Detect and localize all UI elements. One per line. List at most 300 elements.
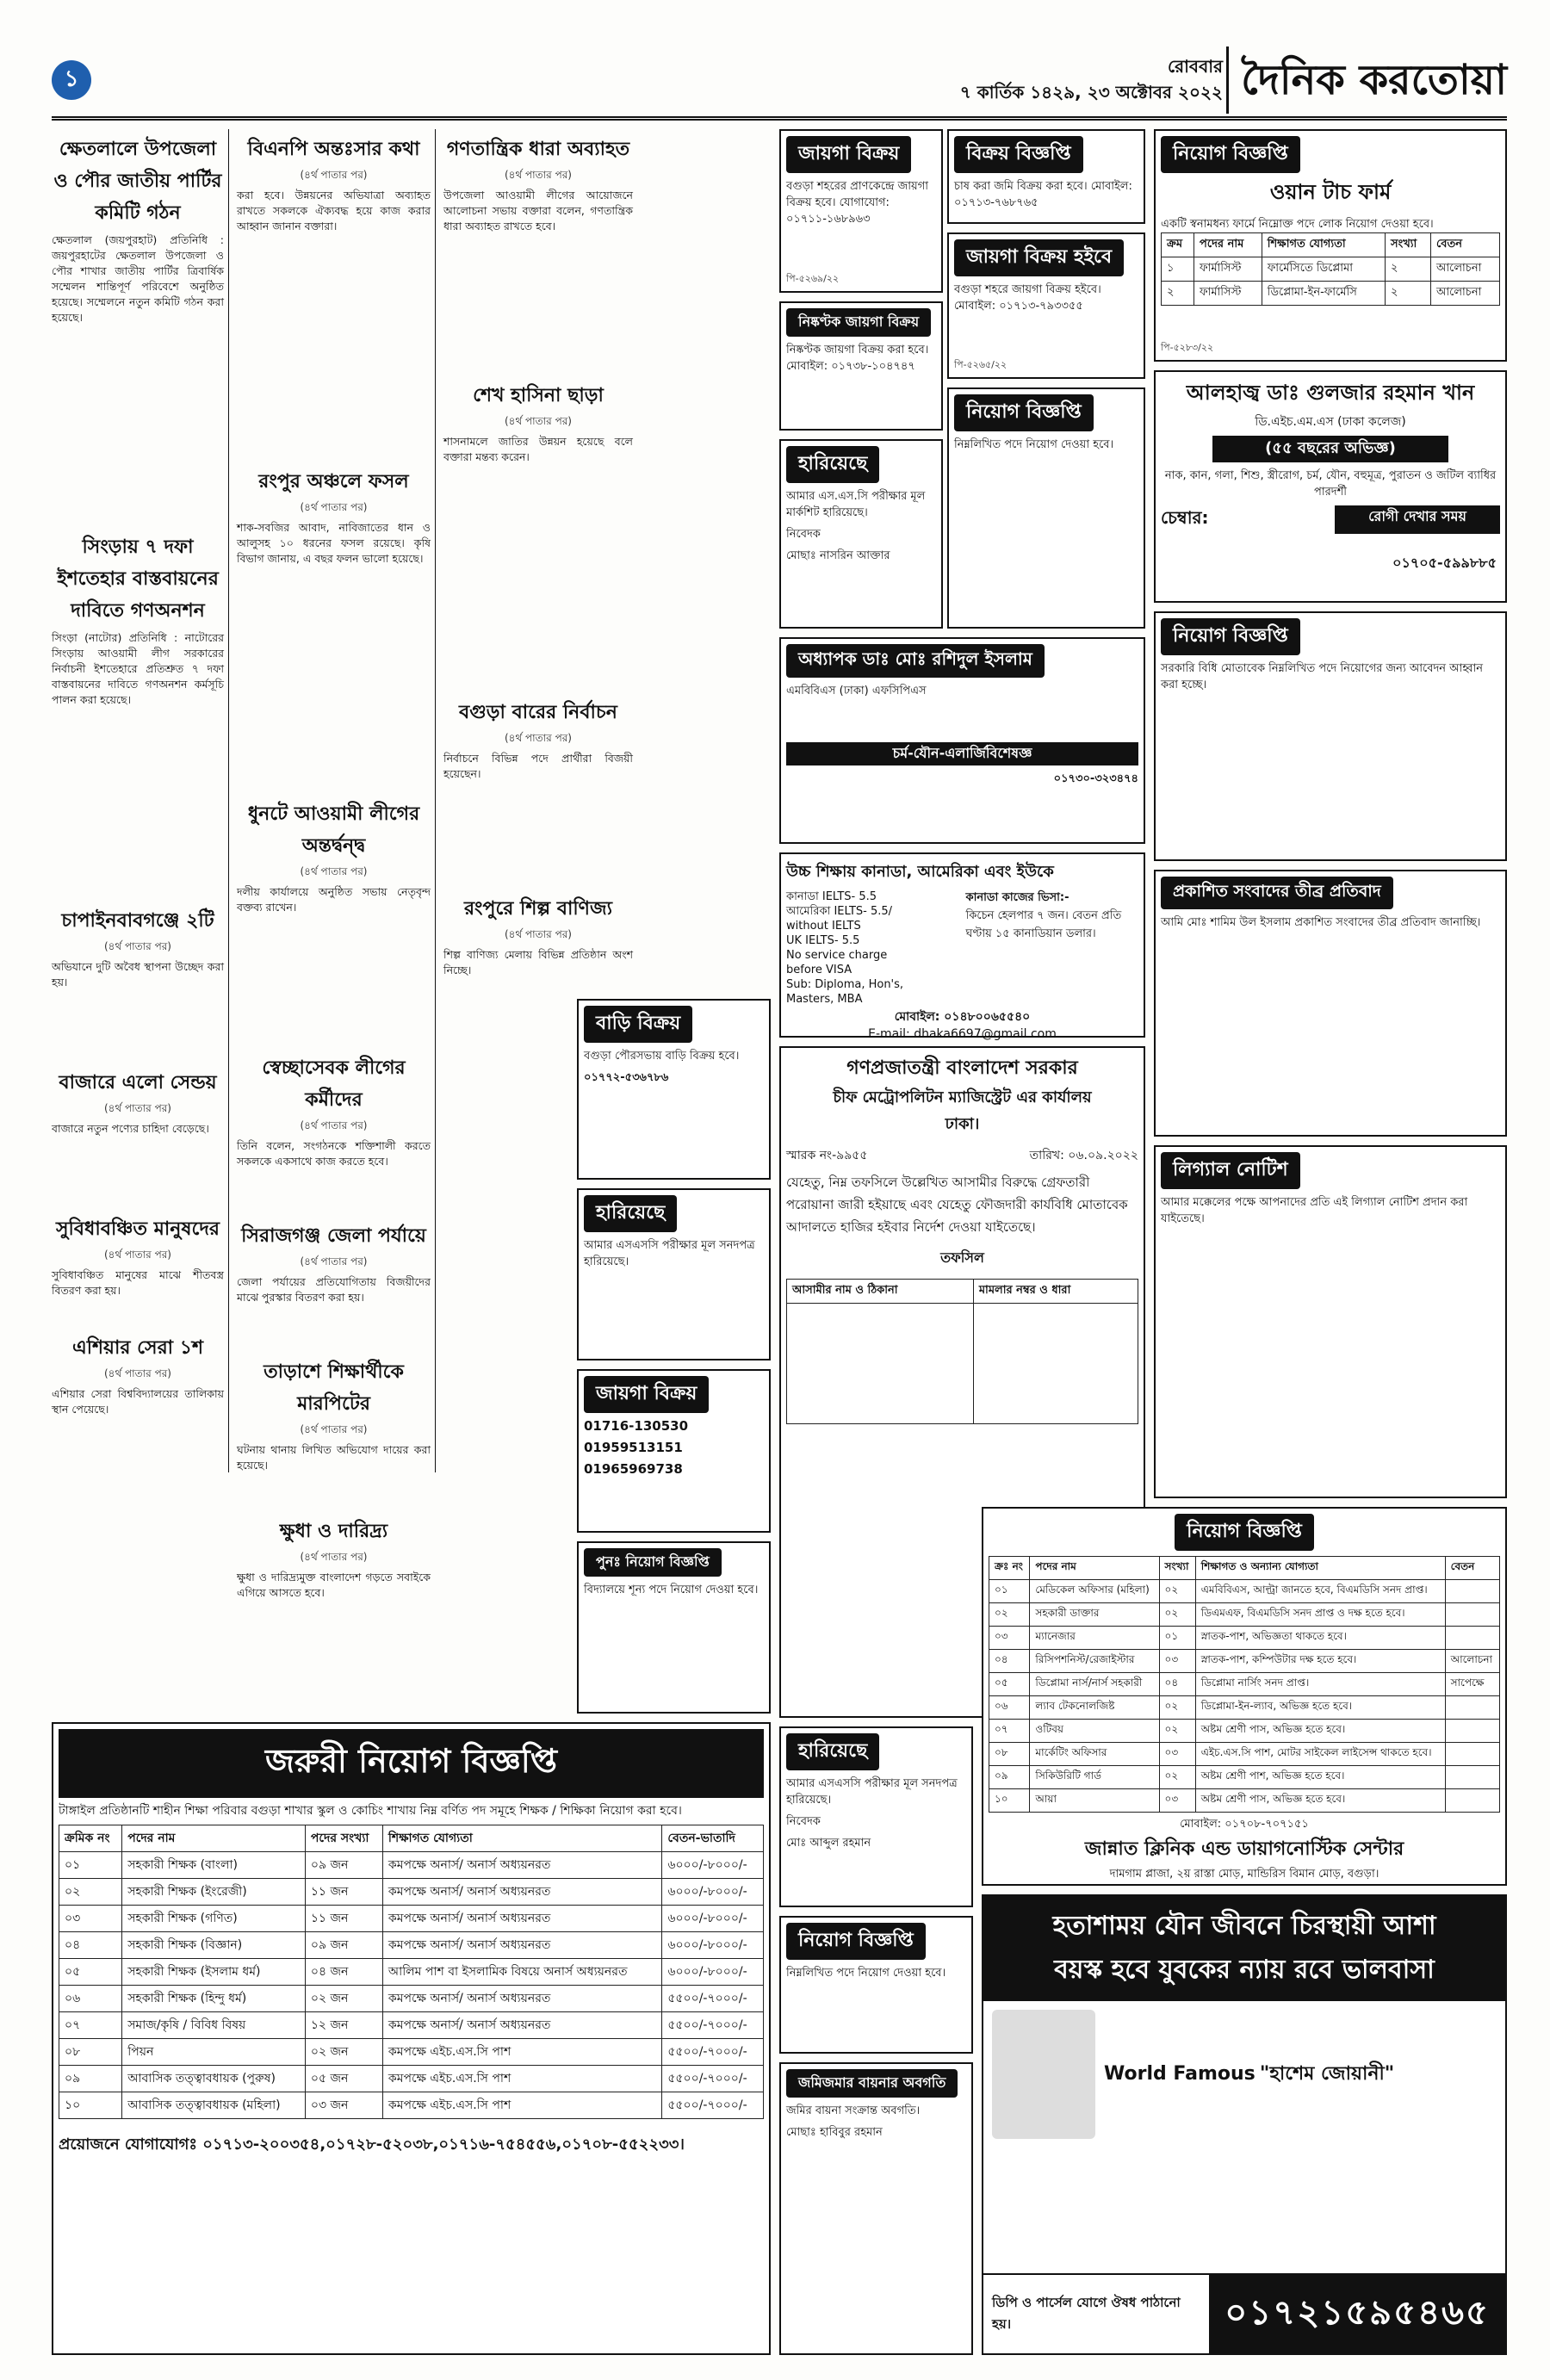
headline: সিরাজগঞ্জ জেলা পর্যায়ে: [241, 1224, 426, 1247]
ad-phone: 01716-130530: [584, 1418, 689, 1434]
ad-phone: ০১৭৭২-৫৩৬৭৮৬: [584, 1071, 669, 1084]
ad-health: [982, 1894, 1507, 2355]
table-cell: ০৩: [1159, 1789, 1195, 1813]
abroad-line: without IELTS: [786, 920, 861, 933]
ad-title: হারিয়েছে: [786, 1733, 879, 1770]
headline: রংপুর অঞ্চলে ফসল: [258, 470, 409, 493]
court-memo: স্মারক নং-৯৯৫৫: [786, 1149, 868, 1162]
ad-house-sale: [577, 999, 771, 1180]
person-photo: [992, 2010, 1095, 2139]
table-cell: ০১: [1159, 1627, 1195, 1650]
ad-job-hospital: [982, 1507, 1507, 1886]
headline: সুবিধাবঞ্চিত মানুষদের: [55, 1218, 220, 1240]
court-cell: [973, 1304, 1138, 1424]
table-cell: ৬০০০/-৮০০০/-: [662, 1879, 764, 1906]
table-header: সংখ্যা: [1159, 1557, 1195, 1580]
table-header: পদের সংখ্যা: [305, 1825, 382, 1852]
continuation-note: (৪র্থ পাতার পর): [103, 1102, 171, 1114]
table-header: ক্রমিক নং: [59, 1825, 122, 1852]
table-cell: ১: [1162, 257, 1194, 282]
table-row: [59, 2012, 764, 2039]
table-cell: [1445, 1766, 1499, 1789]
health-tag: ডিপি ও পার্সেল যোগে ঔষধ পাঠানো হয়।: [992, 2294, 1181, 2332]
column-rule: [228, 129, 229, 1472]
ad-body: সরকারি বিধি মোতাবেক নিম্নলিখিত পদে নিয়োগের জন্য আবেদন আহ্বান করা হচ্ছে।: [1161, 662, 1484, 691]
header-date: [960, 53, 1223, 105]
hospital-name: জান্নাত ক্লিনিক এন্ড ডায়াগনোস্টিক সেন্টার: [1084, 1838, 1404, 1860]
table-cell: অষ্টম শ্রেণী পাস, অভিজ্ঞ হতে হবে।: [1195, 1720, 1445, 1743]
news-column-3: [443, 129, 633, 990]
court-cell: [787, 1304, 974, 1424]
ad-title: নিয়োগ বিজ্ঞপ্তি: [954, 394, 1094, 431]
urgent-intro: টাঙ্গাইল প্রতিষ্ঠানটি শাহীন শিক্ষা পরিবার বগুড়া শাখার স্কুল ও কোচিং শাখায় নিম্ন বর্ণিত পদ সমূহে শিক্ষক / শিক্ষিকা নিয়োগ করা হবে।: [59, 1804, 682, 1818]
table-cell: মার্কেটিং অফিসার: [1030, 1743, 1159, 1766]
table-cell: [1445, 1627, 1499, 1650]
table-row: [59, 2066, 764, 2092]
ad-legal-notice: [1154, 1145, 1507, 1498]
article-body: শিল্প বাণিজ্য মেলায় বিভিন্ন প্রতিষ্ঠান অংশ নিচ্ছে।: [443, 948, 633, 976]
ad-urgent-job: [52, 1722, 771, 2355]
headline: ধুনটে আওয়ামী লীগের অন্তর্দ্বন্দ্ব: [247, 803, 420, 857]
table-cell: সহকারী শিক্ষক (ইসলাম ধর্ম): [122, 1959, 306, 1986]
table-row: [989, 1580, 1500, 1603]
table-cell: [1445, 1720, 1499, 1743]
ad-subtitle: ওয়ান টাচ ফার্ম: [1269, 180, 1392, 204]
continuation-note: (৪র্থ পাতার পর): [103, 1367, 171, 1379]
table-header: পদের নাম: [1030, 1557, 1159, 1580]
court-city: ঢাকা।: [945, 1115, 980, 1133]
table-cell: অষ্টম শ্রেণী পাস, অভিজ্ঞ হতে হবে।: [1195, 1789, 1445, 1813]
article-body: শাসনামলে জাতির উন্নয়ন হয়েছে বলে বক্তারা মন্তব্য করেন।: [443, 435, 633, 463]
table-cell: ০৮: [59, 2039, 122, 2066]
court-col: আসামীর নাম ও ঠিকানা: [787, 1280, 974, 1304]
table-row: [59, 1906, 764, 1932]
ad-job-one-touch: [1154, 129, 1507, 362]
ad-land-mortgage: [779, 2062, 973, 2355]
table-cell: আলোচনা: [1430, 282, 1499, 306]
table-cell: সহকারী শিক্ষক (হিন্দু ধর্ম): [122, 1986, 306, 2012]
ad-job-2: [947, 387, 1145, 629]
continuation-note: (৪র্থ পাতার পর): [300, 1423, 368, 1435]
table-row: [989, 1743, 1500, 1766]
chamber-label: চেম্বার:: [1161, 507, 1209, 528]
ad-body: আমার এস.এস.সি পরীক্ষার মূল মার্কশিট হারিয়েছে।: [786, 490, 926, 519]
article-body: করা হবে। উন্নয়নের অভিযাত্রা অব্যাহত রাখতে সকলকে ঐক্যবদ্ধ হয়ে কাজ করার আহ্বান জানান বক্তারা।: [237, 189, 431, 232]
urgent-title: জরুরী নিয়োগ বিজ্ঞপ্তি: [59, 1729, 764, 1798]
table-cell: ০৯ জন: [305, 1852, 382, 1879]
article-body: তিনি বলেন, সংগঠনকে শক্তিশালী করতে সকলকে একসাথে কাজ করতে হবে।: [237, 1139, 431, 1168]
article-body: শাক-সবজির আবাদ, নাবিজাতের ধান ও আলুসহ ১০ ধরনের ফসল রয়েছে। কৃষি বিভাগ জানায়, এ বছর ফলন ভালো হয়েছে।: [237, 521, 431, 565]
table-cell: ডিপ্লোমা-ইন-ল্যাব, অভিজ্ঞ হতে হবে।: [1195, 1696, 1445, 1720]
table-cell: ০২: [1159, 1766, 1195, 1789]
table-header: শিক্ষাগত ও অন্যান্য যোগ্যতা: [1195, 1557, 1445, 1580]
table-cell: ০৩ জন: [305, 2092, 382, 2119]
ad-body: নিম্নলিখিত পদে নিয়োগ দেওয়া হবে।: [786, 1967, 946, 1980]
court-schedule: তফসিল: [940, 1249, 984, 1266]
abroad-line: কানাডা IELTS- 5.5: [786, 890, 877, 903]
table-row: [989, 1673, 1500, 1696]
article-body: দলীয় কার্যালয়ে অনুষ্ঠিত সভায় নেতৃবৃন্দ বক্তব্য রাখেন।: [237, 885, 431, 914]
abroad-line: No service charge: [786, 949, 888, 962]
court-title: গণপ্রজাতন্ত্রী বাংলাদেশ সরকার: [846, 1057, 1078, 1079]
table-cell: স্নাতক-পাশ, কম্পিউটার দক্ষ হতে হবে।: [1195, 1650, 1445, 1673]
table-cell: ০৫ জন: [305, 2066, 382, 2092]
table-header: পদের নাম: [1194, 233, 1262, 257]
table-cell: ০২ জন: [305, 1986, 382, 2012]
article-body: জেলা পর্যায়ের প্রতিযোগিতায় বিজয়ীদের মাঝে পুরস্কার বিতরণ করা হয়।: [237, 1275, 431, 1304]
table-cell: ০২: [1159, 1580, 1195, 1603]
table-cell: ০২: [59, 1879, 122, 1906]
continuation-note: (৪র্থ পাতার পর): [504, 169, 572, 181]
ad-body: আমার মক্কেলের পক্ষে আপনাদের প্রতি এই লিগ্যাল নোটিশ প্রদান করা যাইতেছে।: [1161, 1196, 1468, 1225]
continuation-note: (৪র্থ পাতার পর): [300, 1551, 368, 1563]
ad-sale-notice: [947, 129, 1145, 224]
table-cell: [1445, 1743, 1499, 1766]
continuation-note: (৪র্থ পাতার পর): [300, 169, 368, 181]
table-cell: ০৬: [59, 1986, 122, 2012]
table-cell: ০৪ জন: [305, 1959, 382, 1986]
court-table: [786, 1279, 1138, 1424]
ad-title: প্রকাশিত সংবাদের তীব্র প্রতিবাদ: [1161, 877, 1393, 909]
table-cell: ০২ জন: [305, 2039, 382, 2066]
ad-title: নিষ্কণ্টক জায়গা বিক্রয়: [786, 308, 931, 337]
ad-lost-2: [577, 1188, 771, 1360]
ad-title: অধ্যাপক ডাঃ মোঃ রশিদুল ইসলাম: [786, 644, 1045, 678]
continuation-note: (৪র্থ পাতার পর): [300, 1255, 368, 1267]
table-row: [59, 1852, 764, 1879]
table-header: শিক্ষাগত যোগ্যতা: [382, 1825, 661, 1852]
table-cell: ৫৫০০/-৭০০০/-: [662, 2092, 764, 2119]
ad-title: জমিজমার বায়নার অবগতি: [786, 2069, 958, 2098]
table-cell: ২: [1162, 282, 1194, 306]
continuation-note: (৪র্থ পাতার পর): [504, 928, 572, 940]
ad-name: মোছাঃ হাবিবুর রহমান: [786, 2126, 883, 2139]
headline: ক্ষেতলালে উপজেলা ও পৌর জাতীয় পার্টির কমিটি গঠন: [53, 138, 222, 224]
table-cell: ০২: [989, 1603, 1030, 1627]
table-cell: আয়া: [1030, 1789, 1159, 1813]
table-cell: ০৪: [989, 1650, 1030, 1673]
table-cell: কমপক্ষে এইচ.এস.সি পাশ: [382, 2039, 661, 2066]
ad-land-sale: [779, 129, 943, 293]
headline: শেখ হাসিনা ছাড়া: [473, 384, 604, 406]
ad-prof-doctor: [779, 637, 1145, 844]
table-cell: ১২ জন: [305, 2012, 382, 2039]
ad-body: আমি মোঃ শামিম উল ইসলাম প্রকাশিত সংবাদের তীব্র প্রতিবাদ জানাচ্ছি।: [1161, 916, 1481, 929]
health-world: World Famous: [1104, 2062, 1256, 2085]
headline: তাড়াশে শিক্ষার্থীকে মারপিটের: [264, 1360, 404, 1415]
ad-title: লিগ্যাল নোটিশ: [1161, 1152, 1300, 1189]
abroad-line: UK IELTS- 5.5: [786, 934, 860, 947]
ad-title: জায়গা বিক্রয়: [786, 136, 911, 173]
continuation-note: (৪র্থ পাতার পর): [504, 732, 572, 744]
news-column-1: [52, 129, 224, 1472]
visa-body: কিচেন হেলপার ৭ জন। বেতন প্রতি ঘণ্টায় ১৫ কানাডিয়ান ডলার।: [965, 909, 1122, 940]
ad-code: পি-৫২৬৫/২২: [954, 359, 1008, 370]
table-header: বেতন-ভাতাদি: [662, 1825, 764, 1852]
table-row: [989, 1603, 1500, 1627]
table-cell: রিসিপশনিস্ট/রেজাইস্টার: [1030, 1650, 1159, 1673]
headline: ক্ষুধা ও দারিদ্র্য: [279, 1520, 388, 1542]
headline: স্বেচ্ছাসেবক লীগের কর্মীদের: [262, 1057, 406, 1111]
table-cell: স্নাতক-পাশ, অভিজ্ঞতা থাকতে হবে।: [1195, 1627, 1445, 1650]
table-row: [1162, 257, 1500, 282]
table-cell: ০৩: [1159, 1650, 1195, 1673]
ad-sign: নিবেদক: [786, 528, 821, 541]
table-cell: ০৬: [989, 1696, 1030, 1720]
table-row: [989, 1627, 1500, 1650]
doctor-phone: ০১৭৩০-৩২৩৪৭৪: [1053, 772, 1138, 785]
doctor-degree: ডি.এইচ.এম.এস (ঢাকা কলেজ): [1255, 415, 1406, 429]
table-cell: আলিম পাশ বা ইসলামিক বিষয়ে অনার্স অধ্যয়নরত: [382, 1959, 661, 1986]
ad-land-sale-3: [577, 1369, 771, 1533]
urgent-table: [59, 1825, 764, 2119]
ad-name: মোঃ আব্দুল রহমান: [786, 1837, 871, 1850]
time-label: রোগী দেখার সময়: [1335, 505, 1500, 534]
table-cell: [1445, 1696, 1499, 1720]
ad-body: জমির বায়না সংক্রান্ত অবগতি।: [786, 2104, 921, 2117]
ad-body: বগুড়া শহরে জায়গা বিক্রয় হইবে। মোবাইল: ০১৭১৩-৭৯৩৩৫৫: [954, 283, 1101, 313]
table-header: সংখ্যা: [1386, 233, 1431, 257]
table-cell: ০৯: [59, 2066, 122, 2092]
ad-title: বাড়ি বিক্রয়: [584, 1006, 692, 1043]
table-row: [1162, 282, 1500, 306]
table-cell: ১১ জন: [305, 1906, 382, 1932]
ad-code: পি-৫২৮৩/২২: [1161, 342, 1214, 353]
ad-name: মোছাঃ নাসরিন আক্তার: [786, 549, 890, 562]
ad-body: আমার এসএসসি পরীক্ষার মূল সনদপত্র হারিয়েছে।: [786, 1777, 958, 1807]
table-cell: [1445, 1580, 1499, 1603]
article-body: সুবিধাবঞ্চিত মানুষের মাঝে শীতবস্ত্র বিতরণ করা হয়।: [52, 1268, 224, 1297]
ad-protest: [1154, 870, 1507, 1137]
health-brand: "হাশেম জোয়ানী": [1259, 2062, 1395, 2085]
continuation-note: (৪র্থ পাতার পর): [300, 501, 368, 513]
hospital-table: [989, 1556, 1500, 1813]
table-cell: ফার্মেসিতে ডিপ্লোমা: [1262, 257, 1385, 282]
ad-phone: 01965969738: [584, 1461, 683, 1477]
ad-title: বিক্রয় বিজ্ঞপ্তি: [954, 136, 1083, 173]
court-col: মামলার নম্বর ও ধারা: [973, 1280, 1138, 1304]
table-row: [989, 1766, 1500, 1789]
article-body: এশিয়ার সেরা বিশ্ববিদ্যালয়ের তালিকায় স্থান পেয়েছে।: [52, 1387, 224, 1416]
court-subtitle: চীফ মেট্রোপলিটন ম্যাজিস্ট্রেট এর কার্যালয়: [833, 1088, 1092, 1106]
table-cell: ০৫: [59, 1959, 122, 1986]
ad-body: চাষ করা জমি বিক্রয় করা হবে। মোবাইল: ০১৭১৩-৭৬৮৭৬৫: [954, 180, 1132, 209]
table-cell: ০২: [1159, 1696, 1195, 1720]
ad-body: নিম্নলিখিত পদে নিয়োগ দেওয়া হবে।: [954, 438, 1114, 451]
table-cell: ১০: [989, 1789, 1030, 1813]
table-cell: কমপক্ষে অনার্স/ অনার্স অধ্যয়নরত: [382, 1986, 661, 2012]
abroad-phone: মোবাইল: ০১৪৮০০৬৫৫৪০: [894, 1010, 1031, 1024]
table-cell: আলোচনা: [1430, 257, 1499, 282]
ad-body: নিষ্কণ্টক জায়গা বিক্রয় করা হবে। মোবাইল: ০১৭৩৮-১০৪৭৪৭: [786, 344, 929, 373]
column-rule: [435, 129, 436, 1472]
table-cell: কমপক্ষে অনার্স/ অনার্স অধ্যয়নরত: [382, 1879, 661, 1906]
article-body: অভিযানে দুটি অবৈধ স্থাপনা উচ্ছেদ করা হয়।: [52, 960, 224, 989]
table-cell: ৬০০০/-৮০০০/-: [662, 1932, 764, 1959]
ad-quiet-land: [779, 301, 943, 431]
visa-title: কানাডা কাজের ভিসা:-: [965, 891, 1070, 904]
abroad-line: before VISA: [786, 964, 852, 976]
article-body: ক্ষুধা ও দারিদ্র্যমুক্ত বাংলাদেশ গড়তে সবাইকে এগিয়ে আসতে হবে।: [237, 1571, 431, 1599]
ad-sign: নিবেদক: [786, 1815, 821, 1828]
health-phone: ০১৭২১৫৯৫৪৬৫: [1209, 2275, 1505, 2353]
table-cell: এইচ.এস.সি পাশ, মোটর সাইকেল লাইসেন্স থাকতে হবে।: [1195, 1743, 1445, 1766]
table-cell: ডিএমএফ, বিএমডিসি সনদ প্রাপ্ত ও দক্ষ হতে হবে।: [1195, 1603, 1445, 1627]
table-cell: ০৮: [989, 1743, 1030, 1766]
ad-title: পুনঃ নিয়োগ বিজ্ঞপ্তি: [584, 1548, 722, 1577]
table-row: [989, 1650, 1500, 1673]
table-cell: সহকারী শিক্ষক (ইংরেজী): [122, 1879, 306, 1906]
article-body: বাজারে নতুন পণ্যের চাহিদা বেড়েছে।: [52, 1122, 209, 1135]
table-row: [59, 1932, 764, 1959]
table-cell: ৫৫০০/-৭০০০/-: [662, 2066, 764, 2092]
table-cell: ২: [1386, 257, 1431, 282]
ad-title: জায়গা বিক্রয় হইবে: [954, 239, 1124, 276]
ad-phone: 01959513151: [584, 1440, 683, 1455]
table-cell: ০১: [989, 1580, 1030, 1603]
ad-title: নিয়োগ বিজ্ঞপ্তি: [1161, 618, 1300, 655]
table-cell: ডিপ্লোমা নার্স/নার্স সহকারী: [1030, 1673, 1159, 1696]
table-cell: ম্যানেজার: [1030, 1627, 1159, 1650]
table-cell: সহকারী শিক্ষক (বিজ্ঞান): [122, 1932, 306, 1959]
article-body: ক্ষেতলাল (জয়পুরহাট) প্রতিনিধি : জয়পুরহাটের ক্ষেতলাল উপজেলা ও পৌর শাখার জাতীয় পার্টির ত্রিবার্ষিক সম্মেলন শান্তিপূর্ণ পরিবেশে অনুষ্ঠিত হয়েছে। সম্মেলনে নতুন কমিটি গঠন করা হয়েছে।: [52, 233, 224, 324]
table-header: ক্রম: [1162, 233, 1194, 257]
table-cell: ৫৫০০/-৭০০০/-: [662, 2039, 764, 2066]
table-header: বেতন: [1445, 1557, 1499, 1580]
headline: এশিয়ার সেরা ১শ: [71, 1336, 204, 1359]
table-cell: কমপক্ষে অনার্স/ অনার্স অধ্যয়নরত: [382, 1932, 661, 1959]
news-column-2: [237, 129, 431, 1599]
continuation-note: (৪র্থ পাতার পর): [504, 415, 572, 427]
table-cell: ০৩: [59, 1906, 122, 1932]
table-cell: কমপক্ষে অনার্স/ অনার্স অধ্যয়নরত: [382, 1852, 661, 1879]
headline: গণতান্ত্রিক ধারা অব্যাহত: [446, 138, 630, 160]
ad-body: একটি স্বনামধন্য ফার্মে নিম্নোক্ত পদে লোক নিয়োগ দেওয়া হবে।: [1161, 218, 1434, 231]
headline: বগুড়া বারের নির্বাচন: [459, 701, 617, 723]
table-cell: কমপক্ষে এইচ.এস.সি পাশ: [382, 2066, 661, 2092]
ad-body: আমার এসএসসি পরীক্ষার মূল সনদপত্র হারিয়েছে।: [584, 1239, 755, 1268]
ad-title: নিয়োগ বিজ্ঞপ্তি: [1175, 1514, 1314, 1551]
table-cell: ০১: [59, 1852, 122, 1879]
abroad-line: Sub: Diploma, Hon's,: [786, 978, 904, 991]
table-cell: ০২: [1159, 1603, 1195, 1627]
table-header: শিক্ষাগত যোগ্যতা: [1262, 233, 1385, 257]
table-row: [59, 1879, 764, 1906]
doctor-experience: (৫৫ বছরের অভিজ্ঞ): [1212, 436, 1448, 462]
table-cell: মেডিকেল অফিসার (মহিলা): [1030, 1580, 1159, 1603]
article-body: সিংড়া (নাটোর) প্রতিনিধি : নাটোরের সিংড়ায় আওয়ামী লীগ সরকারের নির্বাচনী ইশতেহারে প্রতিশ্রুত ৭ দফা বাস্তবায়নের দাবিতে গণঅনশন কর্মসূচি পালন করা হয়েছে।: [52, 631, 224, 706]
table-cell: ০৯ জন: [305, 1932, 382, 1959]
doctor-name: আলহাজ্ব ডাঃ গুলজার রহমান খান: [1186, 381, 1475, 405]
table-cell: এমবিবিএস, আল্ট্রা জানতে হবে, বিএমডিসি সনদ প্রাপ্ত।: [1195, 1580, 1445, 1603]
table-cell: ডিপ্লোমা-ইন-ফার্মেসি: [1262, 282, 1385, 306]
headline: রংপুরে শিল্প বাণিজ্য: [463, 897, 613, 920]
one-touch-table: [1161, 232, 1500, 306]
table-cell: সাপেক্ষে: [1445, 1673, 1499, 1696]
table-cell: সমাজ/কৃষি / বিবিধ বিষয়: [122, 2012, 306, 2039]
doctor-phone: ০১৭০৫-৫৯৯৮৮৫: [1392, 555, 1497, 571]
table-row: [59, 2092, 764, 2119]
table-cell: সহকারী শিক্ষক (গণিত): [122, 1906, 306, 1932]
headline: চাপাইনবাবগঞ্জে ২টি: [61, 909, 214, 932]
table-cell: ০৭: [989, 1720, 1030, 1743]
table-cell: ০৭: [59, 2012, 122, 2039]
table-cell: ০৩: [989, 1627, 1030, 1650]
table-cell: ডিপ্লোমা নার্সিং সনদ প্রাপ্ত।: [1195, 1673, 1445, 1696]
article-body: নির্বাচনে বিভিন্ন পদে প্রার্থীরা বিজয়ী হয়েছেন।: [443, 752, 633, 780]
table-cell: ৬০০০/-৮০০০/-: [662, 1906, 764, 1932]
doctor-disease: চর্ম-যৌন-এলার্জিবিশেষজ্ঞ: [786, 742, 1138, 765]
headline: সিংড়ায় ৭ দফা ইশতেহার বাস্তবায়নের দাবিতে গণঅনশন: [57, 536, 219, 622]
table-header: বেতন: [1430, 233, 1499, 257]
table-row: [989, 1789, 1500, 1813]
hospital-address: দামগাম প্লাজা, ২য় রাস্তা মোড়, মান্ডিরিস বিমান মোড়, বগুড়া।: [1109, 1868, 1380, 1881]
table-cell: ১০: [59, 2092, 122, 2119]
table-cell: ২: [1386, 282, 1431, 306]
ad-title: হারিয়েছে: [786, 446, 879, 483]
masthead-logo: দৈনিক করতোয়া: [1226, 46, 1507, 114]
health-title: হতাশাময় যৌন জীবনে চিরস্থায়ী আশা: [1052, 1911, 1436, 1941]
article-body: উপজেলা আওয়ামী লীগের আয়োজনে আলোচনা সভায় বক্তারা বলেন, গণতান্ত্রিক ধারা অব্যাহত রাখতে হবে।: [443, 189, 633, 232]
table-row: [59, 1959, 764, 1986]
ad-title: নিয়োগ বিজ্ঞপ্তি: [1161, 136, 1300, 173]
table-row: [59, 1986, 764, 2012]
table-cell: ল্যাব টেকনোলজিষ্ট: [1030, 1696, 1159, 1720]
table-cell: পিয়ন: [122, 2039, 306, 2066]
table-cell: ০২: [1159, 1720, 1195, 1743]
table-cell: কমপক্ষে অনার্স/ অনার্স অধ্যয়নরত: [382, 1906, 661, 1932]
ad-abroad: [779, 852, 1145, 1041]
page-number-badge: ১: [52, 60, 91, 100]
ad-lost: [779, 439, 943, 629]
ad-job-3: [779, 1916, 973, 2054]
continuation-note: (৪র্থ পাতার পর): [103, 1249, 171, 1261]
hospital-phone: মোবাইল: ০১৭০৮-৭০৭১৫১: [1180, 1818, 1309, 1831]
table-cell: [1445, 1789, 1499, 1813]
table-header: ক্রঃ নং: [989, 1557, 1030, 1580]
page-header: [52, 43, 1507, 121]
table-cell: ০৪: [1159, 1673, 1195, 1696]
table-cell: সিকিউরিটি গার্ড: [1030, 1766, 1159, 1789]
table-cell: ০৪: [59, 1932, 122, 1959]
abroad-line: আমেরিকা IELTS- 5.5/: [786, 905, 893, 918]
continuation-note: (৪র্থ পাতার পর): [103, 940, 171, 952]
ad-body: বগুড়া পৌরসভায় বাড়ি বিক্রয় হবে।: [584, 1050, 740, 1063]
table-cell: ফার্মাসিস্ট: [1194, 282, 1262, 306]
abroad-email: E-mail: dhaka6697@gmail.com: [868, 1027, 1057, 1041]
table-cell: ০৫: [989, 1673, 1030, 1696]
table-cell: ০৯: [989, 1766, 1030, 1789]
continuation-note: (৪র্থ পাতার পর): [300, 865, 368, 877]
ad-title: উচ্চ শিক্ষায় কানাডা, আমেরিকা এবং ইউকে: [786, 863, 1054, 881]
table-cell: ৬০০০/-৮০০০/-: [662, 1959, 764, 1986]
doctor-body: নাক, কান, গলা, শিশু, স্ত্রীরোগ, চর্ম, যৌন, বহুমূত্র, পুরাতন ও জটিল ব্যাধির পারদর্শী: [1164, 469, 1497, 499]
court-body: যেহেতু, নিম্ন তফসিলে উল্লেখিত আসামীর বিরুদ্ধে গ্রেফতারী পরোয়ানা জারী হইয়াছে এবং যেহেতু ফৌজদারী কার্যবিধি মোতাবেক আদালতে হাজির হইবার নির্দেশ দেওয়া যাইতেছে।: [786, 1175, 1128, 1235]
table-cell: ৬০০০/-৮০০০/-: [662, 1852, 764, 1879]
table-cell: অষ্টম শ্রেণী পাশ, অভিজ্ঞ হতে হবে।: [1195, 1766, 1445, 1789]
header-date-text: ৭ কার্তিক ১৪২৯, ২৩ অক্টোবর ২০২২: [959, 82, 1223, 102]
table-row: [989, 1720, 1500, 1743]
ad-title: নিয়োগ বিজ্ঞপ্তি: [786, 1923, 926, 1960]
headline: বিএনপি অন্তঃসার কথা: [247, 138, 420, 160]
table-row: [989, 1696, 1500, 1720]
article-body: ঘটনায় থানায় লিখিত অভিযোগ দায়ের করা হয়েছে।: [237, 1443, 431, 1472]
continuation-note: (৪র্থ পাতার পর): [300, 1119, 368, 1131]
ad-title: জায়গা বিক্রয়: [584, 1376, 709, 1413]
header-day: রোববার: [1168, 56, 1223, 77]
table-cell: আলোচনা: [1445, 1650, 1499, 1673]
health-title-2: বয়স্ক হবে যুবকের ন্যায় রবে ভালবাসা: [1054, 1955, 1435, 1985]
